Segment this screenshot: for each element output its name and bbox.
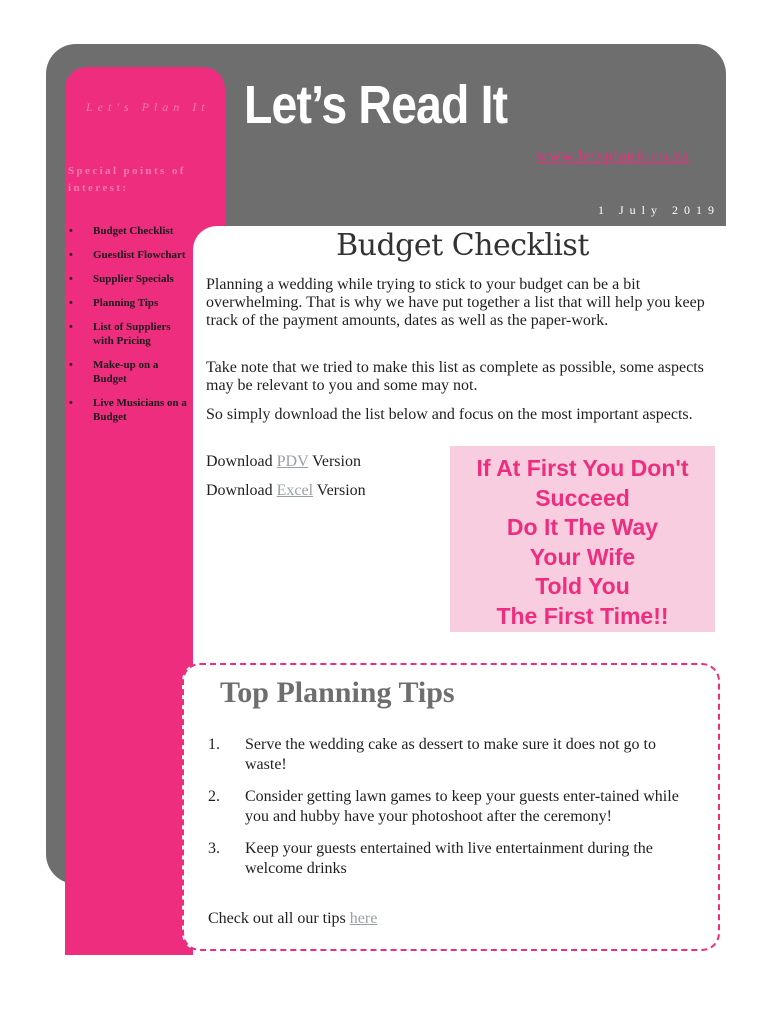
tip-text: Keep your guests entertained with live entertainment during the welcome drinks: [245, 840, 653, 877]
sidebar-org-name: Let's Plan It: [86, 100, 210, 114]
sidebar-list: [66, 224, 194, 434]
tips-check-prefix: Check out all our tips: [208, 910, 350, 927]
tips-list: [208, 735, 688, 891]
download-pdf-link[interactable]: PDV: [276, 453, 309, 470]
download-suffix: Version: [308, 453, 361, 470]
special-points-heading: Special points of interest:: [68, 165, 186, 194]
article-paragraph: So simply download the list below and focus on the most important aspects.: [206, 406, 693, 423]
sidebar-item-label: List of Suppliers with Pricing: [93, 321, 171, 347]
sidebar-item-budget-checklist[interactable]: [66, 224, 194, 238]
website-link[interactable]: www.letsplanit.co.za: [536, 148, 690, 165]
article-title: Budget Checklist: [336, 228, 589, 263]
sidebar-item-label: Budget Checklist: [93, 225, 174, 237]
bullet-icon: •: [69, 273, 73, 285]
tip-item: [208, 839, 688, 879]
sidebar-item-label: Supplier Specials: [93, 273, 174, 285]
newsletter-title: Let’s Read It: [244, 75, 508, 135]
bullet-icon: •: [69, 321, 73, 333]
tip-number: 1.: [208, 736, 220, 753]
sidebar-item-guestlist-flowchart[interactable]: [66, 248, 194, 262]
tip-number: 2.: [208, 788, 220, 805]
download-excel-line: [206, 482, 366, 500]
sidebar-item-label: Live Musicians on a Budget: [93, 397, 187, 423]
sidebar-item-live-musicians[interactable]: [66, 396, 194, 424]
bullet-icon: •: [69, 359, 73, 371]
tip-text: Consider getting lawn games to keep your guests enter-tained while you and hubby have your photoshoot after the ceremony!: [245, 788, 679, 825]
sidebar-item-supplier-specials[interactable]: [66, 272, 194, 286]
quote-text: If At First You Don't Succeed Do It The Way Your Wife Told You The First Time!!: [476, 455, 689, 629]
quote-box: [450, 446, 715, 632]
sidebar-item-label: Planning Tips: [93, 297, 159, 309]
tip-text: Serve the wedding cake as dessert to make sure it does not go to waste!: [245, 736, 656, 773]
tips-check-line: [208, 910, 377, 928]
bullet-icon: •: [69, 297, 73, 309]
article-paragraph: Planning a wedding while trying to stick to your budget can be a bit overwhelming. That is why we have put together a list that will help you keep track of the payment amounts, dates as well as the paper-work.: [206, 276, 705, 329]
tip-number: 3.: [208, 840, 220, 857]
bullet-icon: •: [69, 397, 73, 409]
download-prefix: Download: [206, 482, 277, 499]
download-pdf-line: [206, 453, 361, 471]
sidebar-item-label: Make-up on a Budget: [93, 359, 159, 385]
tips-here-link[interactable]: here: [349, 910, 378, 927]
tips-title: Top Planning Tips: [220, 676, 455, 709]
tip-item: [208, 787, 688, 827]
sidebar-item-suppliers-pricing[interactable]: [66, 320, 194, 348]
download-suffix: Version: [313, 482, 366, 499]
tip-item: [208, 735, 688, 775]
sidebar-item-makeup-budget[interactable]: [66, 358, 194, 386]
issue-date: 1 July 2019: [597, 203, 720, 217]
bullet-icon: •: [69, 249, 73, 261]
download-prefix: Download: [206, 453, 277, 470]
download-excel-link[interactable]: Excel: [276, 482, 314, 499]
bullet-icon: •: [69, 225, 73, 237]
article-paragraph: Take note that we tried to make this list as complete as possible, some aspects may be relevant to you and some may not.: [206, 359, 704, 394]
sidebar-item-label: Guestlist Flowchart: [93, 249, 186, 261]
sidebar-item-planning-tips[interactable]: [66, 296, 194, 310]
